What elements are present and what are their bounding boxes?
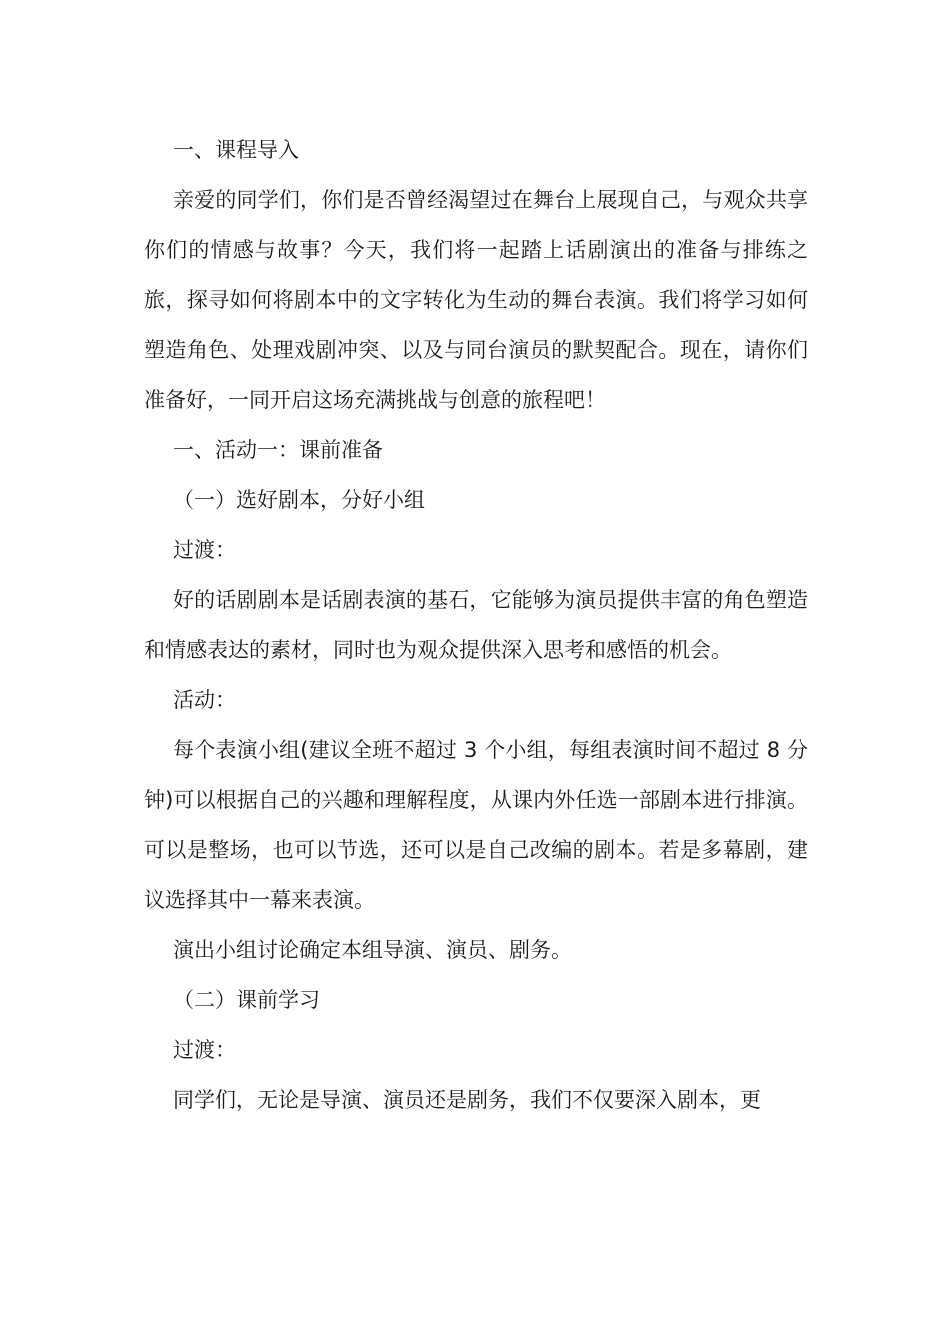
section-heading-course-intro: 一、课程导入 (173, 138, 299, 162)
script-paragraph: 好的话剧剧本是话剧表演的基石，它能够为演员提供丰富的角色塑造和情感表达的素材，同时也为观众提供深入思考和感悟的机会。 (144, 588, 808, 662)
closing-paragraph: 同学们，无论是导演、演员还是剧务，我们不仅要深入剧本，更 (173, 1088, 761, 1112)
intro-paragraph: 亲爱的同学们，你们是否曾经渴望过在舞台上展现自己，与观众共享你们的情感与故事？今天，我们将一起踏上话剧演出的准备与排练之旅，探寻如何将剧本中的文字转化为生动的舞台表演。我们将学习如何塑造角色、处理戏剧冲突、以及与同台演员的默契配合。现在，请你们准备好，一同开启这场充满挑战与创意的旅程吧！ (144, 188, 808, 412)
roles-paragraph: 演出小组讨论确定本组导演、演员、剧务。 (173, 938, 572, 962)
section-heading-activity-one: 一、活动一：课前准备 (173, 438, 383, 462)
activity-label: 活动： (173, 688, 236, 712)
group-paragraph: 每个表演小组(建议全班不超过 3 个小组，每组表演时间不超过 8 分钟)可以根据自己的兴趣和理解程度，从课内外任选一部剧本进行排演。可以是整场，也可以节选，还可以是自己改编的剧本。若是多幕剧，建议选择其中一幕来表演。 (144, 738, 808, 912)
transition-label-2: 过渡： (173, 1038, 236, 1062)
document-body (144, 125, 808, 1125)
transition-label: 过渡： (173, 538, 236, 562)
subheading-pre-class-study: （二）课前学习 (173, 988, 320, 1012)
subheading-select-script: （一）选好剧本，分好小组 (173, 488, 425, 512)
